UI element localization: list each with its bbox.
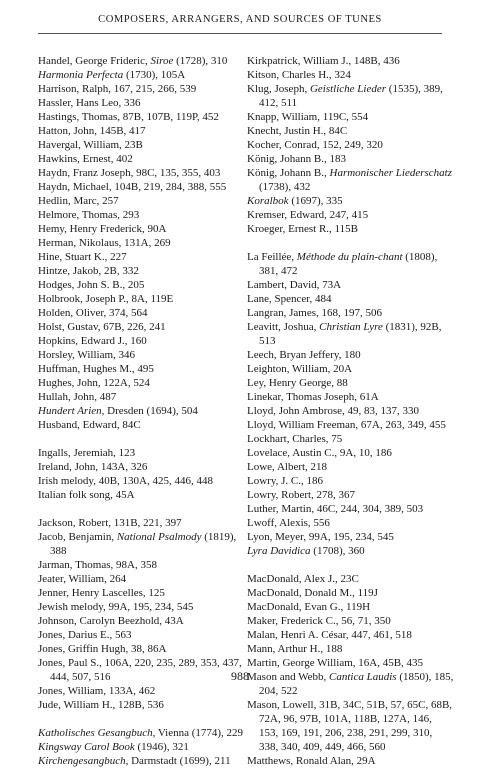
section-gap <box>38 712 228 726</box>
index-entry <box>247 404 452 418</box>
index-entry-continuation <box>247 264 452 278</box>
entry-title-italic: Lyra Davidica <box>247 545 311 557</box>
entry-text: 444, 507, 516 <box>50 671 111 683</box>
entry-text: 338, 340, 409, 449, 466, 560 <box>259 741 386 753</box>
index-entry <box>247 166 452 180</box>
index-entry <box>38 446 228 460</box>
entry-text: Kroeger, Ernest R., 115B <box>247 223 358 235</box>
index-entry <box>247 474 452 488</box>
index-entry <box>38 698 228 712</box>
entry-text: Jacob, Benjamin, <box>38 531 117 543</box>
entry-text: La Feillée, <box>247 251 297 263</box>
entry-text: Lloyd, John Ambrose, 49, 83, 137, 330 <box>247 405 420 417</box>
index-entry <box>38 558 228 572</box>
index-entry <box>38 306 228 320</box>
entry-text: Hintze, Jakob, 2B, 332 <box>38 265 139 277</box>
entry-title-italic: Katholisches Gesangbuch <box>38 727 153 739</box>
entry-text: Maker, Frederick C., 56, 71, 350 <box>247 615 391 627</box>
index-entry <box>38 474 228 488</box>
entry-text: Holst, Gustav, 67B, 226, 241 <box>38 321 166 333</box>
entry-text: Mason and Webb, <box>247 671 330 683</box>
index-entry <box>38 586 228 600</box>
entry-text: MacDonald, Alex J., 23C <box>247 573 359 585</box>
entry-text: Hawkins, Ernest, 402 <box>38 153 133 165</box>
index-entry <box>247 376 452 390</box>
entry-text: Mason, Lowell, 31B, 34C, 51B, 57, 65C, 68B, <box>247 699 453 711</box>
index-entry <box>247 600 452 614</box>
entry-text: Matthews, Ronald Alan, 29A <box>247 755 376 767</box>
index-entry <box>38 376 228 390</box>
entry-text-after: (1728), 310 <box>173 55 228 67</box>
index-entry <box>38 390 228 404</box>
index-entry-continuation <box>247 740 452 754</box>
entry-title-italic: Christian Lyre <box>319 321 383 333</box>
index-entry <box>38 362 228 376</box>
index-entry <box>247 68 452 82</box>
entry-title-italic: Hundert Arien <box>38 405 102 417</box>
entry-text: Jewish melody, 99A, 195, 234, 545 <box>38 601 194 613</box>
entry-text: Hullah, John, 487 <box>38 391 117 403</box>
index-entry <box>38 110 228 124</box>
entry-text: 388 <box>50 545 67 557</box>
index-entry <box>38 222 228 236</box>
entry-title-italic: Kirchengesangbuch <box>38 755 126 767</box>
entry-text: Jones, Paul S., 106A, 220, 235, 289, 353, 437, <box>38 657 242 669</box>
entry-text: Huffman, Hughes M., 495 <box>38 363 154 375</box>
index-entry <box>38 460 228 474</box>
entry-text: 153, 169, 191, 206, 238, 291, 299, 310, <box>259 727 433 739</box>
entry-text-after: (1819), <box>201 531 237 543</box>
index-column-right <box>247 54 452 768</box>
index-entry <box>247 194 452 208</box>
index-entry <box>38 82 228 96</box>
entry-text: Kocher, Conrad, 152, 249, 320 <box>247 139 383 151</box>
index-entry <box>247 628 452 642</box>
index-entry <box>38 642 228 656</box>
entry-text: Jones, Darius E., 563 <box>38 629 132 641</box>
entry-text: Lowry, J. C., 186 <box>247 475 323 487</box>
entry-text: Knecht, Justin H., 84C <box>247 125 348 137</box>
entry-text: Husband, Edward, 84C <box>38 419 141 431</box>
entry-text-after: (1697), 335 <box>288 195 343 207</box>
index-entry <box>247 82 452 96</box>
index-entry <box>38 516 228 530</box>
index-entry <box>247 348 452 362</box>
index-entry <box>247 530 452 544</box>
index-entry <box>38 236 228 250</box>
entry-title-italic: Geistliche Lieder <box>309 83 387 95</box>
index-entry <box>38 208 228 222</box>
entry-title-italic: Harmonia Perfecta <box>38 69 124 81</box>
entry-text: Jude, William H., 128B, 536 <box>38 699 164 711</box>
entry-text: Jarman, Thomas, 98A, 358 <box>38 559 157 571</box>
entry-title-italic: National Psalmody <box>116 531 202 543</box>
index-entry <box>38 54 228 68</box>
index-entry <box>38 334 228 348</box>
entry-title-italic: Harmonischer Liederschatz <box>329 167 453 179</box>
entry-text: Hine, Stuart K., 227 <box>38 251 127 263</box>
entry-text: MacDonald, Evan G., 119H <box>247 601 371 613</box>
entry-text: Johnson, Carolyn Beezhold, 43A <box>38 615 184 627</box>
entry-text: Hedlin, Marc, 257 <box>38 195 119 207</box>
index-entry <box>247 138 452 152</box>
entry-text: 204, 522 <box>259 685 298 697</box>
entry-text: Helmore, Thomas, 293 <box>38 209 140 221</box>
index-entry <box>38 278 228 292</box>
entry-text: Malan, Henri A. César, 447, 461, 518 <box>247 629 412 641</box>
entry-text: Leighton, William, 20A <box>247 363 353 375</box>
entry-text: Lovelace, Austin C., 9A, 10, 186 <box>247 447 392 459</box>
entry-text: Havergal, William, 23B <box>38 139 143 151</box>
entry-text: Jones, William, 133A, 462 <box>38 685 156 697</box>
entry-text-after: (1708), 360 <box>310 545 365 557</box>
index-entry <box>247 306 452 320</box>
entry-text: Leech, Bryan Jeffery, 180 <box>247 349 361 361</box>
index-entry <box>38 180 228 194</box>
section-gap <box>38 502 228 516</box>
index-entry <box>247 110 452 124</box>
entry-text: Mann, Arthur H., 188 <box>247 643 343 655</box>
entry-text: Kirkpatrick, William J., 148B, 436 <box>247 55 400 67</box>
entry-text: Kremser, Edward, 247, 415 <box>247 209 369 221</box>
entry-text: 72A, 96, 97B, 101A, 118B, 127A, 146, <box>259 713 432 725</box>
index-entry <box>247 292 452 306</box>
entry-text: Hassler, Hans Leo, 336 <box>38 97 141 109</box>
entry-title-italic: Méthode du plain-chant <box>296 251 403 263</box>
index-entry-continuation <box>247 96 452 110</box>
entry-text-after: (1535), 389, <box>386 83 443 95</box>
entry-text: Hemy, Henry Frederick, 90A <box>38 223 167 235</box>
entry-text: 381, 472 <box>259 265 298 277</box>
entry-text: Hatton, John, 145B, 417 <box>38 125 146 137</box>
index-entry <box>38 656 242 670</box>
index-entry <box>38 572 228 586</box>
index-entry <box>247 278 452 292</box>
entry-text: Ingalls, Jeremiah, 123 <box>38 447 136 459</box>
entry-text: Lowry, Robert, 278, 367 <box>247 489 356 501</box>
entry-text: Jones, Griffin Hugh, 38, 86A <box>38 643 167 655</box>
entry-text-after: , Darmstadt (1699), 211 <box>125 755 231 767</box>
entry-text: Lockhart, Charles, 75 <box>247 433 343 445</box>
page-number: 988 <box>231 669 249 683</box>
index-entry-continuation <box>247 712 452 726</box>
entry-text: Klug, Joseph, <box>247 83 310 95</box>
index-entry-continuation <box>247 684 452 698</box>
index-entry <box>38 740 228 754</box>
index-entry <box>247 432 452 446</box>
entry-text: Lloyd, William Freeman, 67A, 263, 349, 455 <box>247 419 446 431</box>
entry-title-italic: Cantica Laudis <box>329 671 397 683</box>
entry-text: Jackson, Robert, 131B, 221, 397 <box>38 517 182 529</box>
index-entry <box>247 572 452 586</box>
entry-text-after: (1730), 105A <box>123 69 186 81</box>
index-entry <box>38 754 231 768</box>
entry-text: Ley, Henry George, 88 <box>247 377 348 389</box>
entry-text: Herman, Nikolaus, 131A, 269 <box>38 237 171 249</box>
index-entry-continuation <box>247 726 452 740</box>
entry-text: Harrison, Ralph, 167, 215, 266, 539 <box>38 83 197 95</box>
entry-text: Leavitt, Joshua, <box>247 321 320 333</box>
running-header: COMPOSERS, ARRANGERS, AND SOURCES OF TUNES <box>98 14 382 25</box>
index-entry <box>38 166 228 180</box>
entry-text-after: (1946), 321 <box>134 741 189 753</box>
entry-title-italic: Koralbok <box>247 195 289 207</box>
entry-text-after: (1831), 92B, <box>382 321 442 333</box>
entry-text: Lyon, Meyer, 99A, 195, 234, 545 <box>247 531 394 543</box>
entry-text: Lane, Spencer, 484 <box>247 293 332 305</box>
entry-text: Lwoff, Alexis, 556 <box>247 517 330 529</box>
index-entry <box>38 530 237 544</box>
entry-text: Luther, Martin, 46C, 244, 304, 389, 503 <box>247 503 424 515</box>
index-entry <box>38 264 228 278</box>
entry-text: Ireland, John, 143A, 326 <box>38 461 148 473</box>
index-entry <box>247 614 452 628</box>
entry-text: (1738), 432 <box>259 181 311 193</box>
entry-text: Kitson, Charles H., 324 <box>247 69 351 81</box>
entry-text-after: , Dresden (1694), 504 <box>101 405 198 417</box>
entry-text: Jeater, William, 264 <box>38 573 127 585</box>
entry-text: Horsley, William, 346 <box>38 349 136 361</box>
entry-text: Jenner, Henry Lascelles, 125 <box>38 587 165 599</box>
entry-text: 513 <box>259 335 276 347</box>
index-entry <box>247 656 452 670</box>
section-gap <box>38 432 228 446</box>
index-entry <box>38 600 228 614</box>
entry-text: Haydn, Franz Joseph, 98C, 135, 355, 403 <box>38 167 221 179</box>
index-entry <box>247 362 452 376</box>
index-entry <box>38 488 228 502</box>
index-entry <box>247 698 452 712</box>
entry-text: Linekar, Thomas Joseph, 61A <box>247 391 379 403</box>
index-entry <box>247 586 452 600</box>
entry-text: Holbrook, Joseph P., 8A, 119E <box>38 293 174 305</box>
index-entry <box>38 418 228 432</box>
entry-text: König, Johann B., <box>247 167 330 179</box>
entry-text: Holden, Oliver, 374, 564 <box>38 307 148 319</box>
index-entry <box>247 460 452 474</box>
index-entry-continuation <box>247 180 452 194</box>
index-entry <box>38 404 228 418</box>
index-entry <box>38 250 228 264</box>
section-gap <box>247 236 452 250</box>
entry-text: Langran, James, 168, 197, 506 <box>247 307 383 319</box>
index-entry <box>247 250 452 264</box>
entry-title-italic: Siroe <box>150 55 174 67</box>
entry-text: Lowe, Albert, 218 <box>247 461 328 473</box>
entry-text: Hopkins, Edward J., 160 <box>38 335 147 347</box>
index-entry <box>247 320 452 334</box>
entry-text: Hastings, Thomas, 87B, 107B, 119P, 452 <box>38 111 219 123</box>
index-entry <box>247 446 452 460</box>
entry-text: Hughes, John, 122A, 524 <box>38 377 150 389</box>
entry-text: König, Johann B., 183 <box>247 153 346 165</box>
index-entry <box>38 292 228 306</box>
entry-text: MacDonald, Donald M., 119J <box>247 587 378 599</box>
index-entry <box>38 614 228 628</box>
index-entry <box>38 138 228 152</box>
entry-text: Haydn, Michael, 104B, 219, 284, 388, 555 <box>38 181 227 193</box>
index-entry-continuation <box>38 544 228 558</box>
header-rule <box>38 33 442 34</box>
index-entry <box>247 642 452 656</box>
entry-text: Lambert, David, 73A <box>247 279 342 291</box>
index-entry <box>38 628 228 642</box>
entry-text: Hodges, John S. B., 205 <box>38 279 145 291</box>
index-entry <box>247 516 452 530</box>
index-entry <box>247 152 452 166</box>
index-entry <box>38 684 228 698</box>
index-entry <box>247 222 452 236</box>
index-entry <box>247 502 452 516</box>
index-entry <box>247 124 452 138</box>
index-entry <box>38 726 244 740</box>
entry-text-after: , Vienna (1774), 229 <box>152 727 244 739</box>
section-gap <box>247 558 452 572</box>
index-entry <box>247 418 452 432</box>
index-entry <box>38 68 228 82</box>
index-entry <box>247 208 452 222</box>
index-entry <box>247 754 452 768</box>
entry-text: Knapp, William, 119C, 554 <box>247 111 369 123</box>
index-entry-continuation <box>247 334 452 348</box>
index-entry <box>38 124 228 138</box>
index-entry <box>38 96 228 110</box>
index-entry <box>38 348 228 362</box>
index-entry <box>247 390 452 404</box>
entry-text: Handel, George Frideric, <box>38 55 151 67</box>
index-entry <box>38 320 228 334</box>
index-entry <box>38 194 228 208</box>
index-entry <box>247 488 452 502</box>
index-entry <box>247 544 452 558</box>
entry-text-after: (1808), <box>402 251 438 263</box>
entry-text: 412, 511 <box>259 97 298 109</box>
index-entry <box>38 152 228 166</box>
entry-text: Italian folk song, 45A <box>38 489 135 501</box>
entry-text-after: (1850), 185, <box>396 671 454 683</box>
entry-text: Martin, George William, 16A, 45B, 435 <box>247 657 424 669</box>
entry-text: Irish melody, 40B, 130A, 425, 446, 448 <box>38 475 213 487</box>
entry-title-italic: Kingsway Carol Book <box>38 741 135 753</box>
index-entry <box>247 54 452 68</box>
